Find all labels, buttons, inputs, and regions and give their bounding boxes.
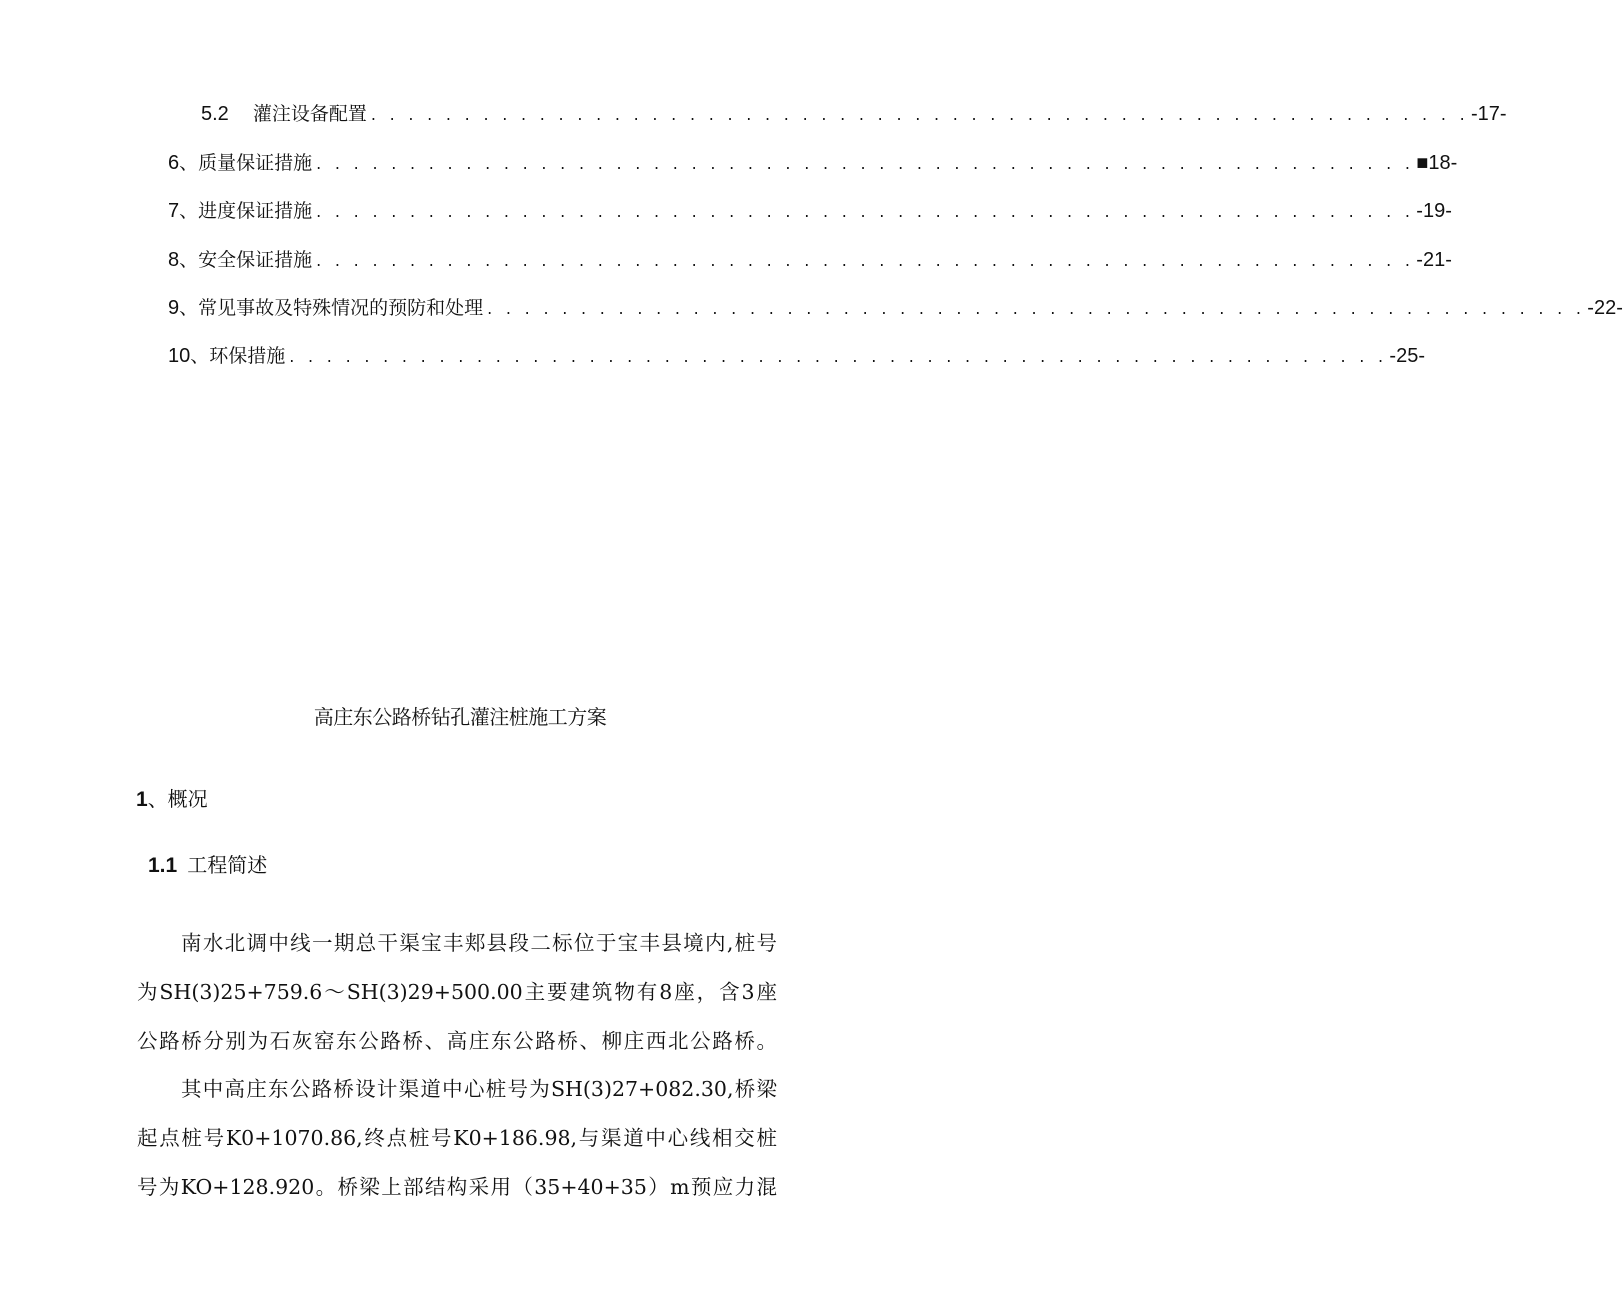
toc-entry-title: 、常见事故及特殊情况的预防和处理 (179, 297, 484, 319)
section-number: 1 (136, 788, 148, 811)
toc-page-number: -17- (1470, 103, 1507, 125)
paragraph-line: 为SH(3)25+759.6～SH(3)29+500.00主要建筑物有8座，含3座 (137, 980, 777, 1004)
paragraph-line: 其中高庄东公路桥设计渠道中心桩号为SH(3)27+082.30,桥梁 (181, 1077, 777, 1101)
toc-entry-number: 8 (168, 249, 180, 271)
toc-entry[interactable] (168, 198, 1452, 224)
toc-page-number: -25- (1389, 345, 1425, 367)
toc-dot-leader: . . . . . . . . . . . . . . . . . . . . . . . . . . . . . . . . . . . . . . . . . . . . . . . . . . . . . . . . . . . (316, 154, 1415, 173)
toc-page-number: ■18- (1416, 152, 1458, 174)
paragraph-line: 号为KO+128.920。桥梁上部结构采用（35+40+35）m预应力混 (137, 1175, 777, 1199)
section-number: 1.1 (148, 854, 178, 877)
toc-dot-leader: . . . . . . . . . . . . . . . . . . . . . . . . . . . . . . . . . . . . . . . . . . . . . . . . . . . . . . . . . . . (316, 251, 1415, 270)
toc-entry-number: 7 (168, 200, 180, 222)
toc-entry-number: 9 (168, 297, 180, 319)
toc-page-number: -21- (1416, 249, 1452, 271)
toc-dot-leader: . . . . . . . . . . . . . . . . . . . . . . . . . . . . . . . . . . . . . . . . . . . . . . . . . . . . . . . . . . . (487, 299, 1586, 318)
toc-entry[interactable] (168, 247, 1452, 273)
section-heading-1 (136, 785, 208, 814)
toc-entry[interactable] (168, 295, 1623, 321)
toc-entry[interactable] (168, 150, 1458, 176)
section-title: 、概况 (147, 787, 208, 811)
toc-entry-title: 灌注设备配置 (252, 103, 367, 125)
toc-entry[interactable] (201, 101, 1507, 127)
paragraph-line: 南水北调中线一期总干渠宝丰郏县段二标位于宝丰县境内,桩号 (181, 931, 777, 955)
toc-entry-title: 、环保措施 (190, 345, 286, 367)
toc-dot-leader: . . . . . . . . . . . . . . . . . . . . . . . . . . . . . . . . . . . . . . . . . . . . . . . . . . . . . . . . . . . (289, 347, 1388, 366)
toc-entry-number: 6 (168, 152, 180, 174)
toc-page-number: -19- (1416, 200, 1452, 222)
section-title: 工程简述 (187, 853, 268, 877)
toc-entry-title: 、安全保证措施 (179, 249, 313, 271)
toc-entry-title: 、质量保证措施 (179, 152, 313, 174)
section-heading-1-1 (148, 851, 267, 880)
toc-entry-title: 、进度保证措施 (179, 200, 313, 222)
toc-page-number: -22- (1587, 297, 1623, 319)
document-title: 高庄东公路桥钻孔灌注桩施工方案 (313, 705, 607, 729)
paragraph-line: 起点桩号K0+1070.86,终点桩号K0+186.98,与渠道中心线相交桩 (137, 1126, 777, 1150)
paragraph-line: 公路桥分别为石灰窑东公路桥、高庄东公路桥、柳庄西北公路桥。 (137, 1029, 777, 1053)
toc-dot-leader: . . . . . . . . . . . . . . . . . . . . . . . . . . . . . . . . . . . . . . . . . . . . . . . . . . . . . . . . . . . (316, 202, 1415, 221)
toc-entry-number: 10 (168, 345, 191, 367)
toc-entry[interactable] (168, 343, 1425, 369)
toc-entry-number: 5.2 (201, 103, 229, 125)
toc-dot-leader: . . . . . . . . . . . . . . . . . . . . . . . . . . . . . . . . . . . . . . . . . . . . . . . . . . . . . . . . . . . (370, 105, 1469, 124)
